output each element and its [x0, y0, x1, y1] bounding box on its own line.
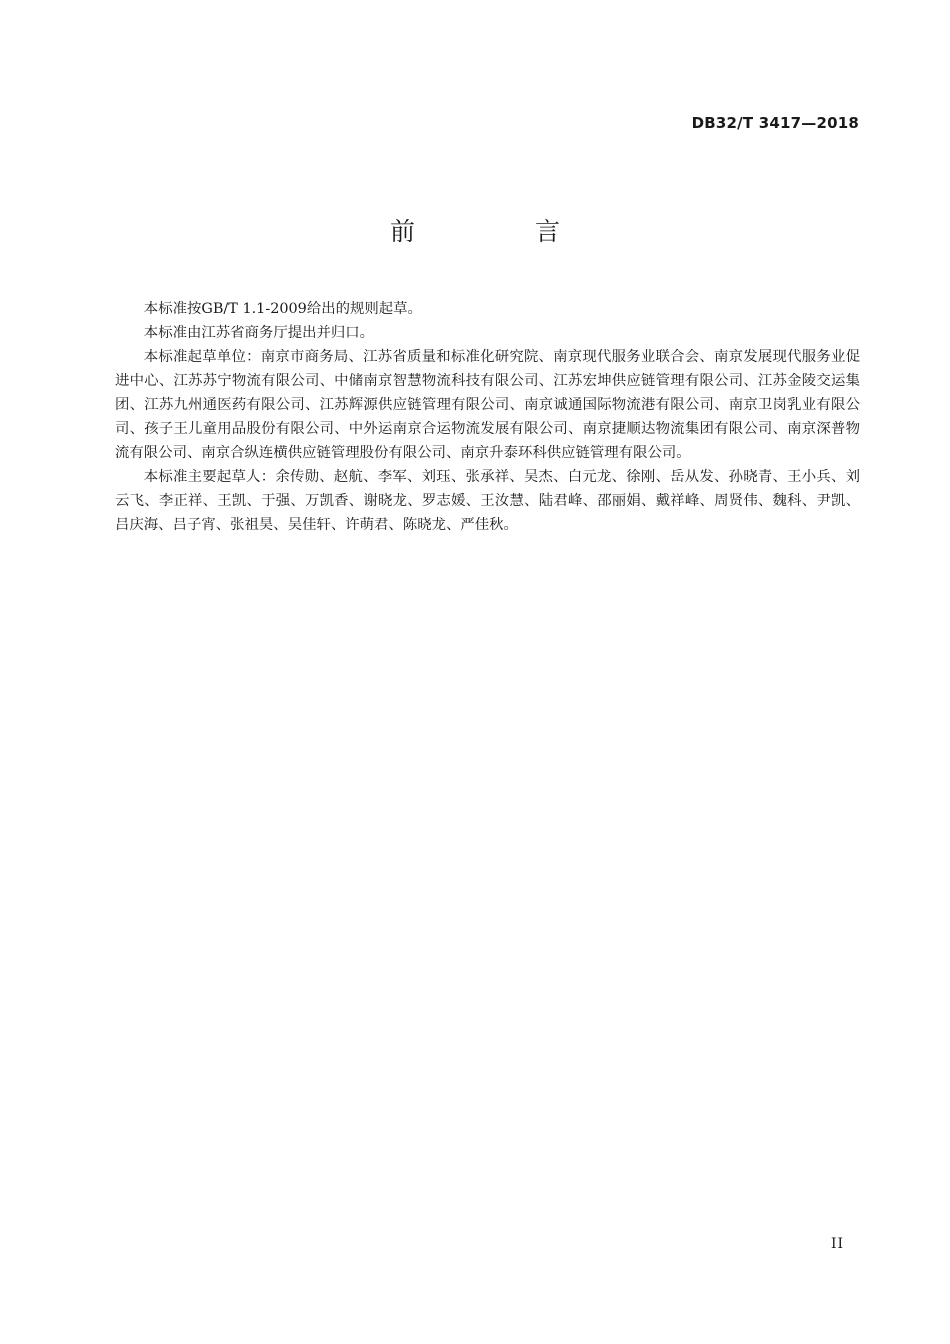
paragraph-proposer: 本标准由江苏省商务厅提出并归口。	[143, 325, 375, 341]
document-code: DB32/T 3417—2018	[691, 114, 859, 132]
preface-content	[115, 297, 860, 537]
paragraph-drafting-units: 本标准起草单位：南京市商务局、江苏省质量和标准化研究院、南京现代服务业联合会、南京发展现代服务业促进中心、江苏苏宁物流有限公司、中储南京智慧物流科技有限公司、江苏宏坤供应链管理有限公司、江苏金陵交运集团、江苏九州通医药有限公司、江苏辉源供应链管理有限公司、南京诚通国际物流港有限公司、南京卫岗乳业有限公司、孩子王儿童用品股份有限公司、中外运南京合运物流发展有限公司、南京捷顺达物流集团有限公司、南京深普物流有限公司、南京合纵连横供应链管理股份有限公司、南京升泰环科供应链管理有限公司。	[115, 349, 860, 461]
page-title: 前 言	[390, 217, 616, 246]
paragraph-drafting-rules: 本标准按GB/T 1.1-2009给出的规则起草。	[143, 301, 422, 317]
paragraph-drafters: 本标准主要起草人：余传勋、赵航、李军、刘珏、张承祥、吴杰、白元龙、徐刚、岳从发、孙晓青、王小兵、刘云飞、李正祥、王凯、于强、万凯香、谢晓龙、罗志媛、王汝慧、陆君峰、邵丽娟、戴祥峰、周贤伟、魏科、尹凯、吕庆海、吕子宵、张祖昊、吴佳轩、许萌君、陈晓龙、严佳秋。	[115, 469, 860, 533]
page-number: II	[830, 1236, 844, 1252]
